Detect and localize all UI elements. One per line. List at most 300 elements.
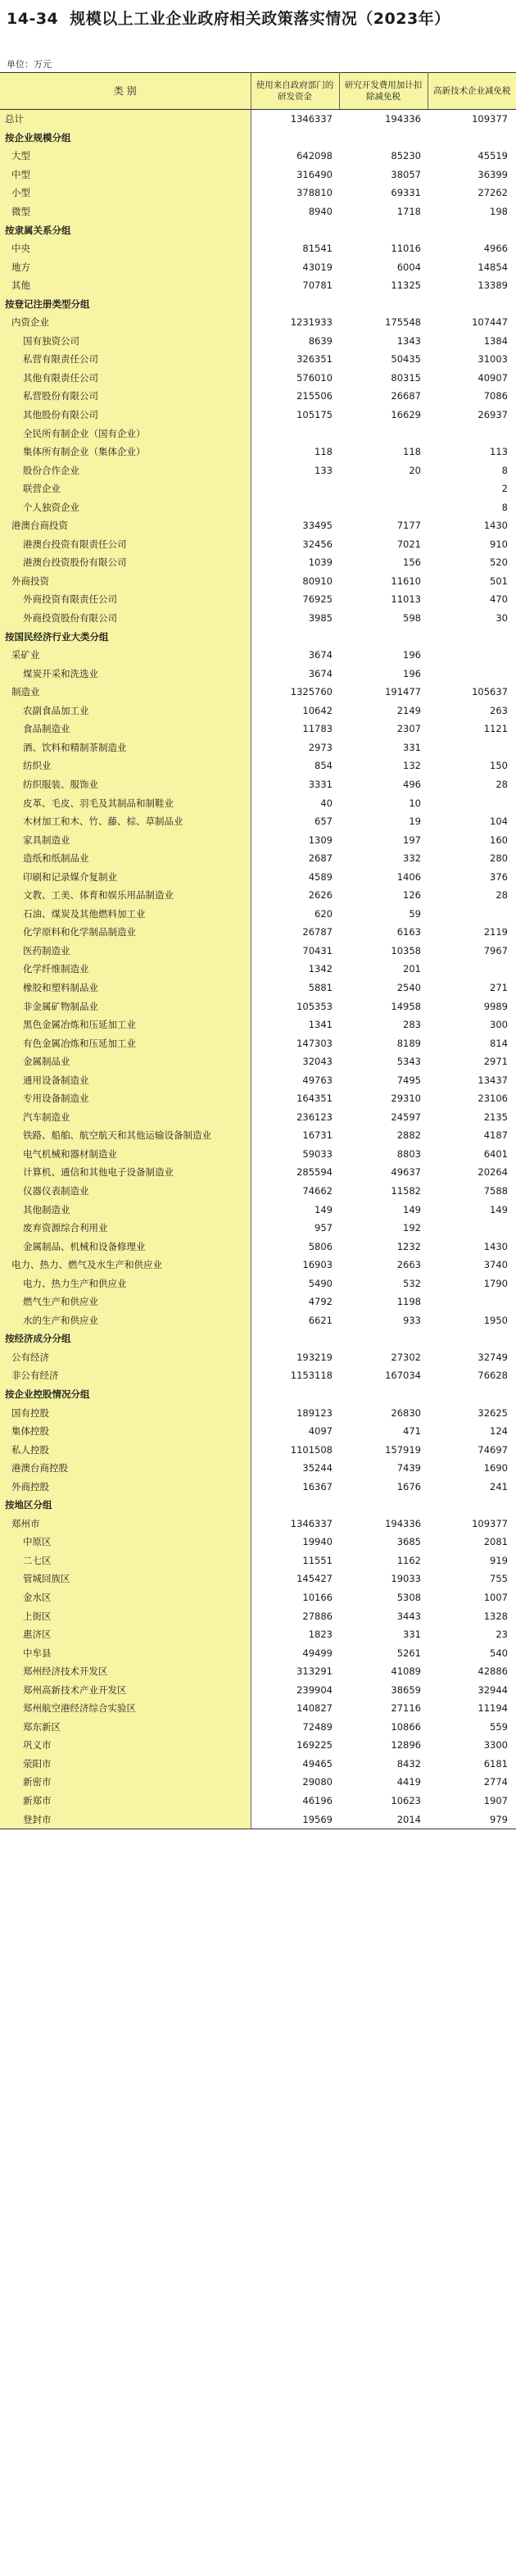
cell-value: 26937 — [478, 409, 508, 421]
table-row — [0, 1736, 516, 1755]
table-row — [0, 1755, 516, 1774]
cell-value — [251, 424, 339, 443]
cell-value: 124 — [490, 1425, 508, 1438]
cell-value: 27886 — [302, 1610, 333, 1622]
row-label: 外商投资 — [0, 572, 251, 591]
table-row — [0, 1810, 516, 1829]
table-row — [0, 535, 516, 554]
table-row — [0, 1403, 516, 1422]
cell-value: 20264 — [478, 1166, 508, 1179]
cell-value: 5343 — [396, 1056, 421, 1068]
cell-value: 6401 — [483, 1147, 508, 1160]
cell-value: 107447 — [472, 316, 508, 329]
cell-value: 74697 — [478, 1443, 508, 1456]
cell-value: 1342 — [308, 963, 333, 975]
table-row — [0, 609, 516, 628]
cell-value: 1384 — [483, 334, 508, 347]
cell-value — [428, 905, 516, 924]
cell-value: 331 — [403, 741, 421, 753]
table-row — [0, 110, 516, 129]
cell-value: 10358 — [391, 944, 421, 956]
row-label: 外商控股 — [0, 1477, 251, 1496]
cell-value: 3674 — [308, 649, 333, 661]
table-row — [0, 479, 516, 498]
cell-value: 29310 — [391, 1093, 421, 1105]
cell-value: 80910 — [302, 575, 333, 587]
cell-value: 657 — [315, 816, 333, 828]
cell-value: 520 — [490, 557, 508, 569]
cell-value: 1121 — [483, 723, 508, 735]
cell-value — [428, 129, 516, 148]
row-label: 港澳台商控股 — [0, 1459, 251, 1478]
row-label: 郑东新区 — [0, 1718, 251, 1737]
row-label: 微型 — [0, 202, 251, 221]
row-label: 化学原料和化学制品制造业 — [0, 923, 251, 942]
table-row — [0, 979, 516, 997]
row-label: 木材加工和木、竹、藤、棕、草制品业 — [0, 812, 251, 831]
cell-value: 85230 — [391, 150, 421, 162]
table-row — [0, 166, 516, 184]
row-label: 其他股份有限公司 — [0, 406, 251, 425]
table-row — [0, 849, 516, 868]
header-hightech-tax: 高新技术企业减免税 — [428, 73, 516, 110]
cell-value: 4097 — [308, 1425, 333, 1438]
unit-label: 单位：万元 — [7, 59, 52, 70]
cell-value: 1346337 — [290, 1517, 333, 1529]
table-row — [0, 1606, 516, 1625]
cell-value: 8639 — [308, 334, 333, 347]
cell-value: 149 — [403, 1203, 421, 1215]
cell-value — [339, 627, 428, 646]
cell-value: 167034 — [385, 1370, 421, 1382]
table-row — [0, 830, 516, 849]
row-label: 皮革、毛皮、羽毛及其制品和制鞋业 — [0, 793, 251, 812]
cell-value: 105637 — [472, 686, 508, 698]
cell-value: 19569 — [251, 1810, 339, 1829]
cell-value — [339, 1329, 428, 1348]
table-row — [0, 276, 516, 295]
cell-value: 933 — [403, 1314, 421, 1326]
cell-value: 598 — [403, 612, 421, 625]
cell-value: 169225 — [296, 1739, 333, 1751]
cell-value — [339, 129, 428, 148]
table-row — [0, 1274, 516, 1293]
table-row — [0, 720, 516, 738]
cell-value: 140827 — [296, 1702, 333, 1715]
row-label: 小型 — [0, 184, 251, 202]
cell-value: 3985 — [308, 612, 333, 625]
cell-value: 1341 — [308, 1019, 333, 1031]
row-label: 私营股份有限公司 — [0, 387, 251, 406]
cell-value: 27262 — [478, 187, 508, 199]
cell-value: 109377 — [472, 113, 508, 125]
cell-value: 81541 — [302, 243, 333, 255]
table-row — [0, 257, 516, 276]
page-title — [7, 7, 450, 29]
cell-value: 13389 — [478, 279, 508, 292]
cell-value: 74662 — [302, 1184, 333, 1197]
row-label: 郑州经济技术开发区 — [0, 1662, 251, 1681]
cell-value: 241 — [490, 1480, 508, 1492]
table-row — [0, 942, 516, 961]
row-label: 联营企业 — [0, 479, 251, 498]
cell-value: 10623 — [391, 1795, 421, 1807]
cell-value: 471 — [403, 1425, 421, 1438]
table-row — [0, 1662, 516, 1681]
cell-value: 2149 — [396, 704, 421, 716]
cell-value: 191477 — [385, 686, 421, 698]
cell-value: 6004 — [396, 261, 421, 273]
table-row — [0, 1219, 516, 1238]
cell-value: 50435 — [391, 353, 421, 366]
cell-value: 559 — [490, 1720, 508, 1733]
table-row — [0, 1126, 516, 1145]
cell-value: 11194 — [478, 1702, 508, 1715]
cell-value: 14958 — [391, 1000, 421, 1012]
table-row — [0, 1052, 516, 1071]
table-row — [0, 1293, 516, 1311]
cell-value — [428, 738, 516, 757]
cell-value: 313291 — [296, 1665, 333, 1678]
row-label: 个人独资企业 — [0, 497, 251, 516]
row-label: 大型 — [0, 147, 251, 166]
cell-value: 1406 — [396, 870, 421, 883]
cell-value: 28 — [496, 889, 508, 902]
row-label: 按地区分组 — [0, 1496, 251, 1515]
row-label: 总计 — [0, 110, 251, 129]
row-label: 新郑市 — [0, 1792, 251, 1810]
cell-value: 1907 — [483, 1795, 508, 1807]
row-label: 造纸和纸制品业 — [0, 849, 251, 868]
cell-value — [251, 294, 339, 313]
cell-value: 3443 — [396, 1610, 421, 1622]
row-label: 内资企业 — [0, 313, 251, 332]
cell-value: 6163 — [396, 926, 421, 938]
cell-value — [428, 1496, 516, 1515]
cell-value: 1198 — [396, 1296, 421, 1308]
cell-value: 2663 — [396, 1259, 421, 1271]
cell-value: 33495 — [302, 520, 333, 532]
table-row — [0, 627, 516, 646]
cell-value: 576010 — [296, 371, 333, 384]
cell-value: 16629 — [391, 409, 421, 421]
table-row — [0, 664, 516, 683]
table-row — [0, 1588, 516, 1607]
table-row — [0, 702, 516, 720]
cell-value: 271 — [490, 981, 508, 993]
cell-value — [428, 294, 516, 313]
cell-value: 854 — [315, 760, 333, 772]
table-row — [0, 220, 516, 239]
cell-value: 126 — [403, 889, 421, 902]
cell-value: 263 — [490, 704, 508, 716]
table-row — [0, 387, 516, 406]
row-label: 全民所有制企业（国有企业） — [0, 424, 251, 443]
table-row — [0, 129, 516, 148]
row-label: 中原区 — [0, 1533, 251, 1552]
cell-value: 8803 — [396, 1147, 421, 1160]
row-label: 二七区 — [0, 1552, 251, 1570]
cell-value: 496 — [403, 778, 421, 790]
cell-value: 9989 — [483, 1000, 508, 1012]
cell-value: 32749 — [478, 1351, 508, 1363]
table-row — [0, 867, 516, 886]
table-row — [0, 1329, 516, 1348]
cell-value: 2119 — [483, 926, 508, 938]
row-label: 其他有限责任公司 — [0, 369, 251, 388]
row-label: 金属制品业 — [0, 1052, 251, 1071]
table-row — [0, 1015, 516, 1034]
table-row — [0, 184, 516, 202]
cell-value: 2081 — [483, 1536, 508, 1548]
row-label: 惠济区 — [0, 1625, 251, 1644]
cell-value — [428, 960, 516, 979]
row-label: 废弃资源综合利用业 — [0, 1219, 251, 1238]
cell-value: 16903 — [302, 1259, 333, 1271]
cell-value: 7177 — [396, 520, 421, 532]
table-row — [0, 516, 516, 535]
statistics-table — [0, 72, 516, 1829]
table-row — [0, 590, 516, 609]
cell-value: 376 — [490, 870, 508, 883]
cell-value: 1346337 — [290, 113, 333, 125]
table-row — [0, 332, 516, 351]
cell-value: 1328 — [483, 1610, 508, 1622]
cell-value: 113 — [490, 446, 508, 458]
row-label: 巩义市 — [0, 1736, 251, 1755]
cell-value: 979 — [428, 1810, 516, 1829]
cell-value: 2774 — [483, 1776, 508, 1788]
cell-value — [428, 1293, 516, 1311]
cell-value — [251, 627, 339, 646]
cell-value: 192 — [403, 1222, 421, 1234]
cell-value: 164351 — [296, 1093, 333, 1105]
row-label: 上街区 — [0, 1606, 251, 1625]
row-label: 食品制造业 — [0, 720, 251, 738]
cell-value: 59 — [409, 907, 421, 920]
row-label: 港澳台投资有限责任公司 — [0, 535, 251, 554]
table-row — [0, 369, 516, 388]
cell-value — [251, 1385, 339, 1404]
cell-value — [428, 1219, 516, 1238]
cell-value: 540 — [490, 1647, 508, 1659]
cell-value: 196 — [403, 667, 421, 679]
header-gov-rd-funds: 使用来自政府部门的研发资金 — [251, 73, 339, 110]
cell-value: 215506 — [296, 390, 333, 402]
row-label: 其他 — [0, 276, 251, 295]
cell-value: 316490 — [296, 168, 333, 180]
row-label: 橡胶和塑料制品业 — [0, 979, 251, 997]
cell-value: 133 — [315, 464, 333, 476]
cell-value: 35244 — [302, 1462, 333, 1474]
cell-value: 470 — [490, 593, 508, 606]
cell-value: 149 — [490, 1203, 508, 1215]
row-label: 外商投资股份有限公司 — [0, 609, 251, 628]
table-row — [0, 461, 516, 479]
cell-value — [428, 627, 516, 646]
cell-value: 7495 — [396, 1074, 421, 1086]
row-label: 荥阳市 — [0, 1755, 251, 1774]
cell-value: 11551 — [302, 1554, 333, 1566]
cell-value: 2971 — [483, 1056, 508, 1068]
table-title: 规模以上工业企业政府相关政策落实情况（2023年） — [70, 10, 450, 28]
table-row — [0, 1089, 516, 1108]
cell-value: 14854 — [478, 261, 508, 273]
cell-value: 80315 — [391, 371, 421, 384]
table-row — [0, 1773, 516, 1792]
cell-value: 7588 — [483, 1184, 508, 1197]
table-row — [0, 1718, 516, 1737]
cell-value: 957 — [315, 1222, 333, 1234]
cell-value: 1309 — [308, 834, 333, 846]
cell-value: 2882 — [396, 1129, 421, 1142]
cell-value: 501 — [490, 575, 508, 587]
table-row — [0, 313, 516, 332]
cell-value: 150 — [490, 760, 508, 772]
table-row — [0, 1422, 516, 1441]
table-row — [0, 1200, 516, 1219]
table-row — [0, 886, 516, 905]
cell-value: 160 — [490, 834, 508, 846]
cell-value: 7021 — [396, 538, 421, 550]
table-row — [0, 424, 516, 443]
row-label: 国有独资公司 — [0, 332, 251, 351]
cell-value: 331 — [403, 1629, 421, 1641]
row-label: 中央 — [0, 239, 251, 258]
header-rd-deduction: 研究开发费用加计扣除减免税 — [339, 73, 428, 110]
header-category: 类 别 — [0, 73, 251, 110]
cell-value: 755 — [490, 1573, 508, 1585]
cell-value: 26787 — [302, 926, 333, 938]
table-row — [0, 1792, 516, 1810]
table-row — [0, 775, 516, 794]
table-row — [0, 572, 516, 591]
row-label: 郑州高新技术产业开发区 — [0, 1680, 251, 1699]
cell-value: 76628 — [478, 1370, 508, 1382]
cell-value: 16731 — [302, 1129, 333, 1142]
cell-value: 3300 — [483, 1739, 508, 1751]
row-label: 煤炭开采和洗选业 — [0, 664, 251, 683]
cell-value: 118 — [403, 446, 421, 458]
row-label: 家具制造业 — [0, 830, 251, 849]
cell-value — [428, 646, 516, 665]
cell-value: 2973 — [308, 741, 333, 753]
cell-value — [251, 129, 339, 148]
row-label: 其他制造业 — [0, 1200, 251, 1219]
cell-value: 5806 — [308, 1240, 333, 1252]
table-number: 14-34 — [7, 10, 59, 28]
cell-value — [428, 793, 516, 812]
cell-value: 1325760 — [290, 686, 333, 698]
row-label: 股份合作企业 — [0, 461, 251, 479]
cell-value: 1430 — [483, 520, 508, 532]
cell-value: 105175 — [296, 409, 333, 421]
cell-value: 285594 — [296, 1166, 333, 1179]
cell-value: 13437 — [478, 1074, 508, 1086]
table-row — [0, 1237, 516, 1256]
cell-value — [251, 1329, 339, 1348]
cell-value: 326351 — [296, 353, 333, 366]
table-row — [0, 738, 516, 757]
cell-value: 193219 — [296, 1351, 333, 1363]
cell-value — [339, 294, 428, 313]
cell-value: 19033 — [391, 1573, 421, 1585]
table-row — [0, 1515, 516, 1533]
cell-value: 46196 — [302, 1795, 333, 1807]
cell-value: 8432 — [396, 1757, 421, 1770]
cell-value — [339, 1385, 428, 1404]
table-row — [0, 793, 516, 812]
cell-value: 2687 — [308, 852, 333, 865]
cell-value: 24597 — [391, 1111, 421, 1123]
table-row — [0, 1496, 516, 1515]
cell-value: 201 — [403, 963, 421, 975]
row-label: 纺织服装、服饰业 — [0, 775, 251, 794]
cell-value: 43019 — [302, 261, 333, 273]
cell-value: 236123 — [296, 1111, 333, 1123]
table-row — [0, 553, 516, 572]
row-label: 按登记注册类型分组 — [0, 294, 251, 313]
cell-value: 10 — [409, 797, 421, 809]
row-label: 国有控股 — [0, 1403, 251, 1422]
table-row — [0, 646, 516, 665]
cell-value: 196 — [403, 649, 421, 661]
row-label: 金属制品、机械和设备修理业 — [0, 1237, 251, 1256]
table-row — [0, 1182, 516, 1201]
cell-value: 1950 — [483, 1314, 508, 1326]
cell-value: 40 — [320, 797, 333, 809]
cell-value: 1718 — [396, 206, 421, 217]
table-row — [0, 756, 516, 775]
table-row — [0, 1034, 516, 1052]
cell-value: 4589 — [308, 870, 333, 883]
cell-value: 72489 — [302, 1720, 333, 1733]
row-label: 医药制造业 — [0, 942, 251, 961]
cell-value — [339, 220, 428, 239]
cell-value — [251, 497, 339, 516]
cell-value: 1007 — [483, 1592, 508, 1604]
cell-value: 1153118 — [290, 1370, 333, 1382]
cell-value: 70781 — [302, 279, 333, 292]
row-label: 黑色金属冶炼和压延加工业 — [0, 1015, 251, 1034]
table-row — [0, 997, 516, 1015]
cell-value: 156 — [403, 557, 421, 569]
row-label: 地方 — [0, 257, 251, 276]
cell-value: 12896 — [391, 1739, 421, 1751]
cell-value: 11783 — [302, 723, 333, 735]
cell-value: 5881 — [308, 981, 333, 993]
cell-value: 2626 — [308, 889, 333, 902]
table-row — [0, 1570, 516, 1588]
cell-value: 1039 — [308, 557, 333, 569]
cell-value: 41089 — [391, 1665, 421, 1678]
table-row — [0, 1163, 516, 1182]
cell-value — [339, 424, 428, 443]
row-label: 按企业控股情况分组 — [0, 1385, 251, 1404]
row-label: 文教、工美、体育和娱乐用品制造业 — [0, 886, 251, 905]
row-label: 仪器仪表制造业 — [0, 1182, 251, 1201]
cell-value: 32625 — [478, 1406, 508, 1419]
cell-value: 104 — [490, 816, 508, 828]
cell-value: 642098 — [296, 150, 333, 162]
cell-value: 3331 — [308, 778, 333, 790]
cell-value — [339, 1496, 428, 1515]
cell-value: 10866 — [391, 1720, 421, 1733]
row-label: 港澳台投资股份有限公司 — [0, 553, 251, 572]
table-row — [0, 1311, 516, 1330]
row-label: 采矿业 — [0, 646, 251, 665]
cell-value: 49763 — [302, 1074, 333, 1086]
